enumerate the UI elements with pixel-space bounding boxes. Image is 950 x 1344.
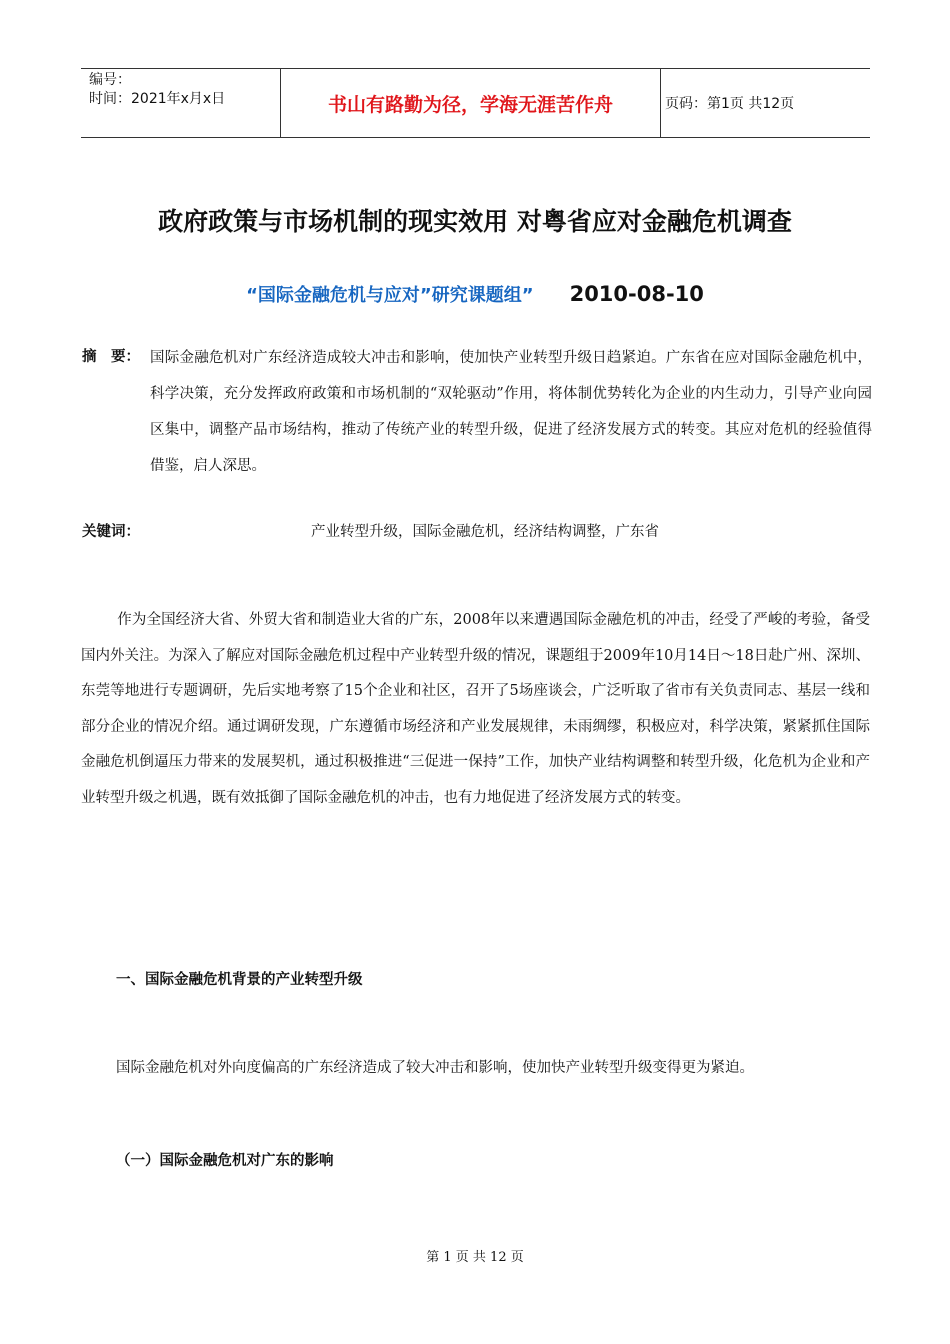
page-header [81, 68, 870, 138]
subsection-1-heading: （一）国际金融危机对广东的影响 [116, 1153, 334, 1169]
time-label: 时间：2021年x月x日 [89, 91, 226, 107]
header-page-info: 页码：第1页 共12页 [665, 96, 795, 112]
section-1-heading: 一、国际金融危机背景的产业转型升级 [116, 972, 363, 988]
intro-paragraph: 作为全国经济大省、外贸大省和制造业大省的广东，2008年以来遭遇国际金融危机的冲击，经受了严峻的考验，备受国内外关注。为深入了解应对国际金融危机过程中产业转型升级的情况，课题组于2009年10月14日～18日赴广州、深圳、东莞等地进行专题调研，先后实地考察了15个企业和社区，召开了5场座谈会，广泛听取了省市有关负责同志、基层一线和部分企业的情况介绍。通过调研发现，广东遵循市场经济和产业发展规律，未雨绸缪，积极应对，科学决策，紧紧抓住国际金融危机倒逼压力带来的发展契机，通过积极推进“三促进一保持”工作，加快产业结构调整和转型升级，化危机为企业和产业转型升级之机遇，既有效抵御了国际金融危机的冲击，也有力地促进了经济发展方式的转变。 [81, 612, 870, 806]
document-subtitle [0, 281, 950, 307]
publish-date: 2010-08-10 [569, 282, 704, 306]
research-group: “国际金融危机与应对”研究课题组” [246, 285, 534, 306]
abstract-label: 摘 要： [82, 349, 140, 365]
header-meta [81, 69, 281, 137]
header-motto: 书山有路勤为径，学海无涯苦作舟 [281, 69, 661, 137]
keywords-label: 关键词： [82, 524, 140, 540]
document-title: 政府政策与市场机制的现实效用 对粤省应对金融危机调查 [158, 207, 792, 236]
number-label: 编号： [89, 72, 131, 88]
section-1-paragraph: 国际金融危机对外向度偏高的广东经济造成了较大冲击和影响，使加快产业转型升级变得更为紧迫。 [116, 1060, 754, 1076]
page-footer: 第 1 页 共 12 页 [426, 1250, 524, 1265]
abstract-text: 国际金融危机对广东经济造成较大冲击和影响，使加快产业转型升级日趋紧迫。广东省在应对国际金融危机中，科学决策，充分发挥政府政策和市场机制的“双轮驱动”作用，将体制优势转化为企业的内生动力，引导产业向园区集中，调整产品市场结构，推动了传统产业的转型升级，促进了经济发展方式的转变。其应对危机的经验值得借鉴，启人深思。 [150, 350, 872, 474]
keywords-text: 产业转型升级，国际金融危机，经济结构调整，广东省 [311, 524, 659, 540]
